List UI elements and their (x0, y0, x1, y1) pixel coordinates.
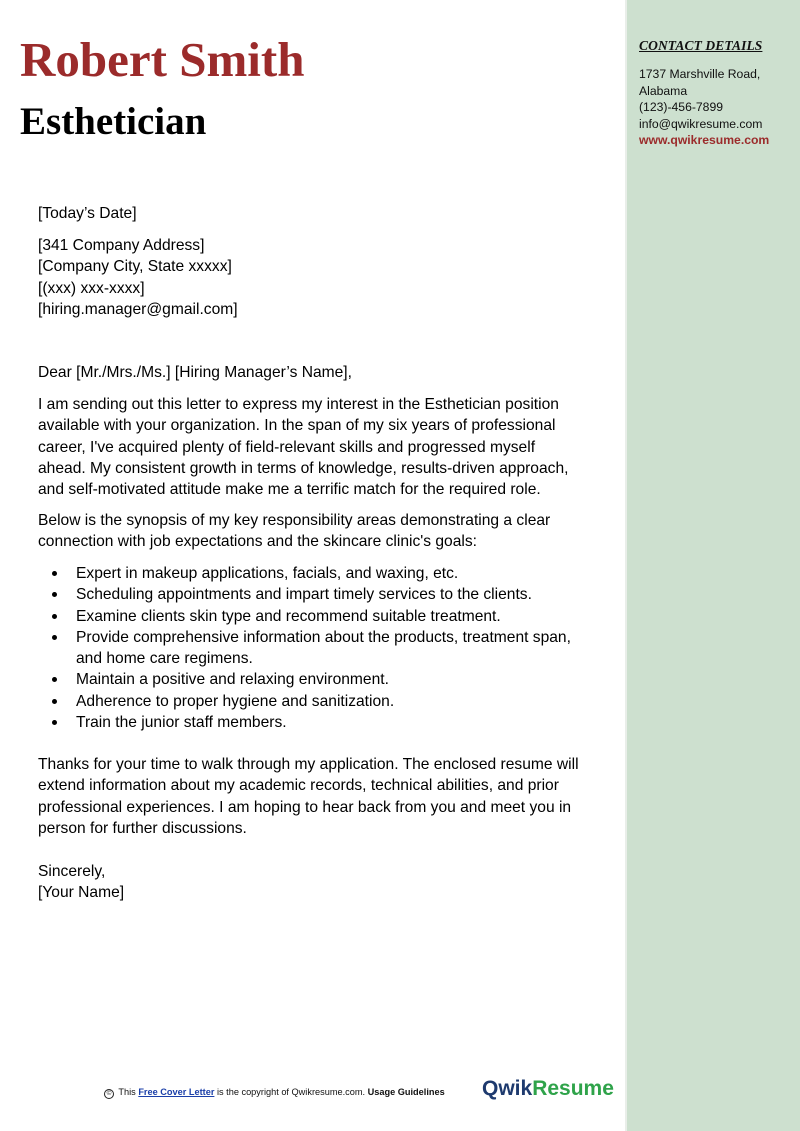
closing: Sincerely, (38, 863, 106, 880)
contact-heading: CONTACT DETAILS (639, 38, 763, 53)
recipient-block (38, 235, 238, 320)
paragraph-intro (38, 394, 568, 500)
list-item-text: and home care regimens. (76, 650, 253, 668)
free-cover-letter-link[interactable]: Free Cover Letter (138, 1087, 215, 1097)
usage-guidelines-link[interactable]: Usage Guidelines (367, 1087, 445, 1097)
contact-address-line2: Alabama (639, 83, 688, 98)
copyright-footer (104, 1087, 445, 1099)
letter-date: [Today’s Date] (38, 205, 137, 222)
list-item-text: Train the junior staff members. (76, 714, 287, 732)
list-item (38, 691, 571, 712)
recipient-city: [Company City, State xxxxx] (38, 258, 232, 276)
paragraph-line: Below is the synopsis of my key responsibility areas demonstrating a clear (38, 512, 551, 529)
paragraph-synopsis (38, 510, 550, 553)
salutation: Dear [Mr./Mrs./Ms.] [Hiring Manager’s Name], (38, 364, 352, 381)
logo-part-resume: Resume (532, 1077, 614, 1100)
recipient-email: [hiring.manager@gmail.com] (38, 300, 238, 318)
footer-middle: is the copyright of Qwikresume.com. (216, 1087, 366, 1097)
paragraph-line: Thanks for your time to walk through my application. The enclosed resume will (38, 756, 579, 773)
contact-address-line1: 1737 Marshville Road, (639, 67, 761, 81)
list-item-text: Provide comprehensive information about the products, treatment span, (76, 628, 571, 646)
paragraph-line: career, I've acquired plenty of field-relevant skills and progressed myself (38, 438, 536, 456)
logo-part-qwik: Qwik (482, 1077, 533, 1100)
list-item (38, 627, 571, 670)
paragraph-line: available with your organization. In the span of my six years of professional (38, 417, 556, 435)
paragraph-line: person for further discussions. (38, 819, 247, 837)
list-item (38, 712, 571, 733)
responsibility-list (38, 563, 571, 733)
recipient-address: [341 Company Address] (38, 237, 205, 254)
contact-website-link[interactable]: www.qwikresume.com (639, 133, 770, 148)
applicant-name: Robert Smith (20, 32, 305, 87)
list-item (38, 606, 571, 627)
sign-off (38, 861, 124, 904)
paragraph-line: I am sending out this letter to express my interest in the Esthetician position (38, 396, 559, 413)
paragraph-line: ahead. My consistent growth in terms of knowledge, results-driven approach, (38, 459, 569, 477)
contact-details (639, 66, 799, 149)
paragraph-line: extend information about my academic records, technical abilities, and prior (38, 777, 559, 795)
footer-prefix: This (118, 1087, 136, 1097)
contact-phone: (123)-456-7899 (639, 100, 724, 115)
job-title: Esthetician (20, 100, 207, 143)
copyright-icon: © (104, 1089, 114, 1099)
paragraph-closing (38, 754, 579, 839)
paragraph-line: connection with job expectations and the skincare clinic's goals: (38, 533, 477, 551)
list-item (38, 563, 571, 584)
list-item-text: Expert in makeup applications, facials, and waxing, etc. (76, 565, 459, 582)
signature: [Your Name] (38, 884, 125, 902)
list-item-text: Examine clients skin type and recommend suitable treatment. (76, 607, 501, 625)
contact-sidebar (625, 0, 800, 1131)
recipient-phone: [(xxx) xxx-xxxx] (38, 279, 145, 297)
list-item (38, 584, 571, 605)
list-item-text: Scheduling appointments and impart timely services to the clients. (76, 586, 532, 604)
list-item-text: Adherence to proper hygiene and sanitization. (76, 692, 395, 710)
paragraph-line: and self-motivated attitude make me a terrific match for the required role. (38, 481, 541, 499)
list-item-text: Maintain a positive and relaxing environment. (76, 671, 389, 689)
qwikresume-logo (482, 1077, 614, 1101)
contact-email[interactable]: info@qwikresume.com (639, 116, 763, 131)
paragraph-line: professional experiences. I am hoping to hear back from you and meet you in (38, 798, 572, 816)
list-item (38, 669, 571, 690)
